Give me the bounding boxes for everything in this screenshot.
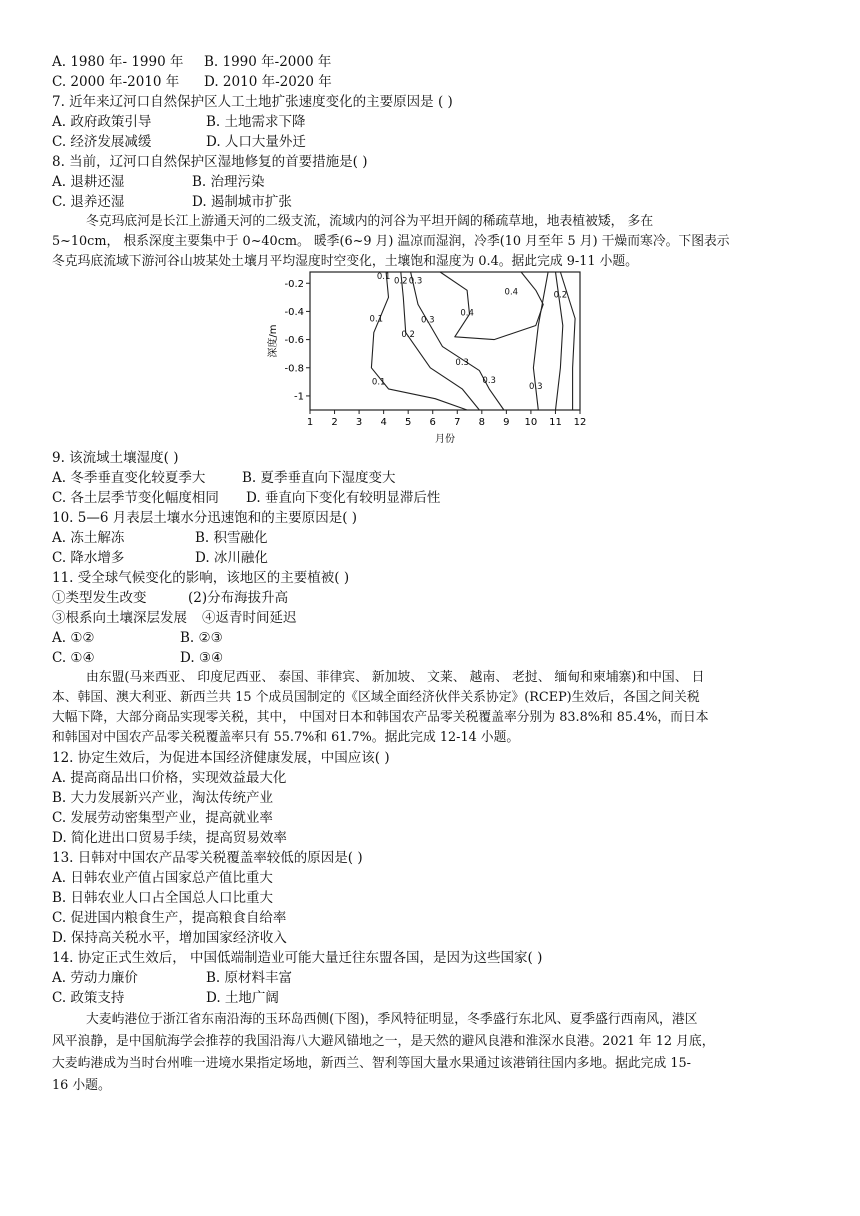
contour-label: 0.3 — [455, 357, 469, 368]
q13-option-d: D. 保持高关税水平，增加国家经济收入 — [52, 930, 287, 946]
x-tick-label: 2 — [331, 417, 338, 428]
q14-options-row-1 — [52, 968, 292, 988]
q10-option-b: B. 积雪融化 — [195, 530, 268, 546]
passage-12-14-line-3: 大幅下降，大部分商品实现零关税，其中， 中国对日本和韩国农产品零关税覆盖率分别为 83.8%和 85.4%，而日本 — [52, 710, 709, 725]
y-tick-label: -0.4 — [284, 306, 304, 318]
contour-label: 0.2 — [553, 290, 568, 301]
q11-option-b: B. ②③ — [180, 630, 223, 646]
contour-label: 0.3 — [421, 315, 435, 326]
contour-label: 0.4 — [504, 287, 519, 298]
q11-option-d: D. ③④ — [180, 650, 224, 666]
q11-items-row-1 — [52, 588, 288, 608]
passage-15-16-line-1: 大麦屿港位于浙江省东南沿海的玉环岛西侧(下图)，季风特征明显，冬季盛行东北风、夏季盛行西南风，港区 — [86, 1012, 698, 1027]
q8-options-row-1 — [52, 172, 265, 192]
q7-option-b: B. 土地需求下降 — [206, 114, 306, 130]
q8-option-c: C. 退养还湿 — [52, 194, 125, 210]
q14-option-b: B. 原材料丰富 — [206, 970, 293, 986]
y-tick-label: -0.2 — [284, 278, 304, 290]
x-axis-label: 月份 — [435, 434, 455, 445]
x-tick-label: 12 — [573, 417, 587, 428]
soil-moisture-contour-chart — [264, 268, 594, 446]
passage-9-11-line-2: 5~10cm， 根系深度主要集中于 0~40cm。 暖季(6~9 月) 温凉而湿润，冷季(10 月至年 5 月) 干燥而寒冷。下图表示 — [52, 234, 730, 249]
x-tick-label: 10 — [524, 417, 538, 428]
q6-options-row-2 — [52, 72, 332, 92]
q14-option-a: A. 劳动力廉价 — [52, 970, 138, 986]
q9-options-row-1 — [52, 468, 396, 488]
contour-label: 0.3 — [529, 381, 543, 392]
q6-options-row-1 — [52, 52, 331, 72]
contour-label: 0.3 — [408, 276, 423, 287]
q9-stem: 9. 该流域土壤湿度( ) — [52, 450, 179, 466]
q8-option-a: A. 退耕还湿 — [52, 174, 125, 190]
q9-options-row-2 — [52, 488, 440, 508]
q7-options-row-1 — [52, 112, 306, 132]
q13-option-a: A. 日韩农业产值占国家总产值比重大 — [52, 870, 273, 886]
q13-stem: 13. 日韩对中国农产品零关税覆盖率较低的原因是( ) — [52, 850, 363, 866]
q11-item-4: ④返青时间延迟 — [202, 610, 297, 626]
contour-label: 0.3 — [482, 376, 496, 387]
q11-item-3: ③根系向土壤深层发展 — [52, 610, 187, 626]
q9-option-c: C. 各土层季节变化幅度相同 — [52, 490, 219, 506]
q8-options-row-2 — [52, 192, 292, 212]
q14-option-c: C. 政策支持 — [52, 990, 125, 1006]
q12-option-b: B. 大力发展新兴产业，淘汰传统产业 — [52, 790, 274, 806]
q6-option-a: A. 1980 年- 1990 年 — [52, 54, 184, 70]
q10-options-row-1 — [52, 528, 268, 548]
passage-12-14-line-4: 和韩国对中国农产品零关税覆盖率只有 55.7%和 61.7%。据此完成 12-14 小题。 — [52, 730, 520, 745]
passage-15-16-line-4: 16 小题。 — [52, 1078, 111, 1093]
q6-option-d: D. 2010 年-2020 年 — [204, 74, 332, 90]
q6-option-c: C. 2000 年-2010 年 — [52, 74, 180, 90]
x-tick-label: 1 — [306, 417, 314, 428]
q14-options-row-2 — [52, 988, 279, 1008]
q10-option-a: A. 冻土解冻 — [52, 530, 125, 546]
y-tick-label: -0.6 — [284, 335, 304, 347]
q11-item-1: ①类型发生改变 — [52, 590, 147, 606]
q9-option-d: D. 垂直向下变化有较明显滞后性 — [246, 490, 441, 506]
x-tick-label: 9 — [503, 417, 510, 428]
passage-9-11-line-1: 冬克玛底河是长江上游通天河的二级支流，流域内的河谷为平坦开阔的稀疏草地，地表植被矮， 多在 — [86, 214, 654, 229]
q7-option-c: C. 经济发展减缓 — [52, 134, 152, 150]
contour-label: 0.4 — [460, 308, 474, 319]
q8-option-b: B. 治理污染 — [192, 174, 265, 190]
passage-9-11-line-3: 冬克玛底流域下游河谷山坡某处土壤月平均湿度时空变化，土壤饱和湿度为 0.4。据此完成 9-11 小题。 — [52, 254, 638, 269]
contour-label: 0.2 — [394, 276, 408, 287]
q11-option-a: A. ①② — [52, 630, 95, 646]
q12-option-d: D. 简化进出口贸易手续，提高贸易效率 — [52, 830, 287, 846]
q11-stem: 11. 受全球气候变化的影响，该地区的主要植被( ) — [52, 570, 350, 586]
x-tick-label: 6 — [429, 417, 436, 428]
contour-label: 0.1 — [376, 272, 391, 282]
passage-15-16-line-3: 大麦屿港成为当时台州唯一进境水果指定场地，新西兰、智利等国大量水果通过该港销往国内多地。据此完成 15- — [52, 1056, 691, 1071]
q12-option-c: C. 发展劳动密集型产业，提高就业率 — [52, 810, 273, 826]
q11-option-c: C. ①④ — [52, 650, 95, 666]
passage-12-14-line-1: 由东盟(马来西亚、 印度尼西亚、 泰国、菲律宾、 新加坡、 文莱、 越南、 老挝、 缅甸和柬埔寨)和中国、 日 — [86, 670, 705, 685]
q11-options-row-1 — [52, 628, 223, 648]
passage-12-14-line-2: 本、韩国、澳大利亚、新西兰共 15 个成员国制定的《区域全面经济伙伴关系协定》(RCEP)生效后，各国之间关税 — [52, 690, 700, 705]
q11-items-row-2 — [52, 608, 297, 628]
q10-stem: 10. 5—6 月表层土壤水分迅速饱和的主要原因是( ) — [52, 510, 358, 526]
q7-options-row-2 — [52, 132, 306, 152]
q9-option-b: B. 夏季垂直向下湿度变大 — [242, 470, 396, 486]
q13-option-c: C. 促进国内粮食生产，提高粮食自给率 — [52, 910, 287, 926]
x-tick-label: 8 — [478, 417, 486, 428]
y-axis-ticks — [284, 279, 310, 403]
q6-option-b: B. 1990 年-2000 年 — [204, 54, 332, 70]
q13-option-b: B. 日韩农业人口占全国总人口比重大 — [52, 890, 274, 906]
contour-label: 0.1 — [371, 377, 386, 388]
x-tick-label: 7 — [454, 417, 461, 428]
q11-item-2: (2)分布海拔升高 — [188, 590, 289, 606]
q7-stem: 7. 近年来辽河口自然保护区人工土地扩张速度变化的主要原因是 ( ) — [52, 94, 453, 110]
x-axis-ticks — [307, 410, 587, 428]
y-tick-label: -0.8 — [284, 363, 304, 375]
passage-15-16-line-2: 风平浪静，是中国航海学会推荐的我国沿海八大避风锚地之一，是天然的避风良港和淮深水良港。2021 年 12 月底， — [52, 1034, 715, 1049]
y-axis-label: 深度/m — [268, 324, 279, 358]
contour-label: 0.1 — [369, 314, 384, 325]
q8-stem: 8. 当前，辽河口自然保护区湿地修复的首要措施是( ) — [52, 154, 368, 170]
q9-option-a: A. 冬季垂直变化较夏季大 — [52, 470, 206, 486]
q7-option-d: D. 人口大量外迁 — [206, 134, 306, 150]
q11-options-row-2 — [52, 648, 223, 668]
q12-stem: 12. 协定生效后，为促进本国经济健康发展，中国应该( ) — [52, 750, 390, 766]
x-tick-label: 4 — [380, 417, 387, 428]
q12-option-a: A. 提高商品出口价格，实现效益最大化 — [52, 770, 287, 786]
q10-option-c: C. 降水增多 — [52, 550, 125, 566]
q14-stem: 14. 协定正式生效后， 中国低端制造业可能大量迁往东盟各国，是因为这些国家( ) — [52, 950, 543, 966]
y-tick-label: -1 — [294, 391, 304, 403]
x-tick-label: 3 — [355, 417, 363, 428]
x-tick-label: 5 — [404, 417, 412, 428]
q7-option-a: A. 政府政策引导 — [52, 114, 152, 130]
q10-option-d: D. 冰川融化 — [195, 550, 268, 566]
x-tick-label: 11 — [549, 417, 562, 428]
q8-option-d: D. 遏制城市扩张 — [192, 194, 292, 210]
q14-option-d: D. 土地广阔 — [206, 990, 279, 1006]
contour-label: 0.2 — [401, 329, 415, 340]
q10-options-row-2 — [52, 548, 268, 568]
